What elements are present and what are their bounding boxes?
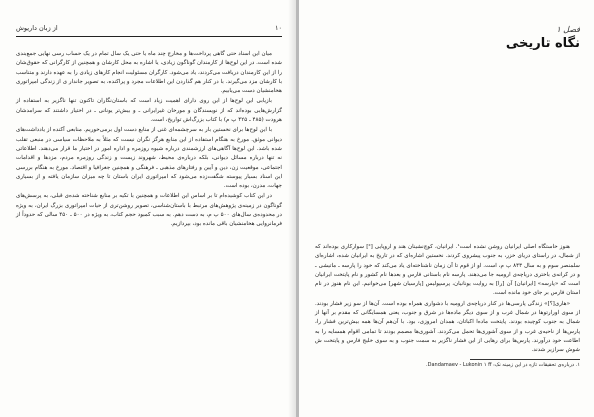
footnote-divider xyxy=(470,359,580,360)
left-body-text xyxy=(16,50,282,230)
footnote xyxy=(315,362,580,369)
paragraph: در این کتاب کوشیده‌ام تا بر اساس این اطلاعات و همچنین با تکیه بر منابع شناخته شده‌ی قبلی، به پرسش‌های گوناگون در زمینه‌ی پژوهش‌های مرتبط با باستان‌شناسی، تصویر روشن‌تری از حیات امپراتوری بزرگ ایران، به ویژه در محدوده‌ی سال‌های ۵۰۰ پ م، به دست دهم. به سبب کمبود حجم کتاب، به ویژه در ۵۰۰ ـ ۴۵۰ سالی که حدوداً از فرمانروایی هخامنشیان باقی مانده بود، بپردازیم. xyxy=(16,193,282,228)
page-number: ۱۰ xyxy=(275,24,282,32)
footnote-text: ۱. درباره‌ی تحقیقات تازه در این زمینه نک: xyxy=(493,361,580,368)
paragraph: بازیابی این لوح‌ها از این روی دارای اهمیت زیاد است که باستان‌نگاران تاکنون تنها ناگزیر به استفاده از گزارش‌هایی بوده‌اند که از نویسندگان و مورخان غیرایرانی ـ و بیش‌تر یونانی ـ در اختیار داشتند که سرامدشان هرودت (۴۸۵ ـ ۴۲۵ پ م) با کتاب بزرگ‌اش تواریخ، است. xyxy=(16,98,282,124)
paragraph: با این لوح‌ها برای نخستین بار به سرچشمه‌ای غنی از منابع دست اول برمی‌خوریم. منابعی آکنده از یادداشت‌های دیوانی موثق. مورخ به هنگام استفاده از این منابع هرگز نگران نیست که مثلاً به ملاحظات سیاسی در منبعی تقلب شده باشد. این لوح‌ها آگاهی‌های ارزشمندی درباره شیوه روزمره و اداره امور در اختیار ما قرار می‌دهند. اطلاعاتی نه تنها درباره مسائل دیوانی، بلکه درباره‌ی محیط، شهروند زیست و زندگی روزمره مردم، مزدها و اقدامات اجتماعی، موقعیت زن، دین و آیین و رفتارهای مذهبی ـ فرهنگی و همچنین جغرافیا و اقتصاد. مورخ به هنگام بررسی این اسناد بسیار پیوسته شگفت‌زده می‌شود که امپراتوری ایران باستان تا چه میزان سازمان یافته و از بسیاری جهات، مدرن، بوده است. xyxy=(16,127,282,190)
left-page xyxy=(0,0,296,417)
paragraph: «هاری[؟]» زندگی پارسی‌ها در کنار دریاچه‌ی ارومیه با دشواری همراه بوده است. آن‌ها از سو زیر فشار بودند. از سوی اورارتوها در شمال غرب و از سوی دیگر ماده‌ها در شرق و جنوب، یعنی همسایگانی که مقدم بر آنها از شمال به جنوب کوچیده بودند. پایتخت ماده‌ا اکباتان، همدان امروزی، بود. با آن‌هم آن‌ها همه بیش‌ترین فشار را، پارس‌ها از ناحیه‌ی غرب و از سوی آشوری‌ها تحمل می‌کردند. آشوری‌ها مصمم بودند تا تمامی اقوام همسایه را به اطاعت خود درآورند. پارس‌ها برای رهایی از این فشار ناگزیر به سمت جنوب و به سوی خلیج فارس و پایتخت ش شوش سرازیر شدند. xyxy=(315,300,580,354)
right-body-text xyxy=(315,243,580,356)
chapter-title: نگاه تاریخی xyxy=(505,36,580,51)
running-header xyxy=(16,22,282,37)
running-header-title: از زبان داریوش xyxy=(16,24,58,32)
paragraph: هنوز خاستگاه اصلی ایرانیان روشن نشده است¹. ایرانیان، کوچ‌نشینان هند و اروپایی [²] سوارکاری بوده‌اند که از شمال، در راستای دریای خزر، به جنوب پیشروی کردند. نخستین اشاره‌ای که در تاریخ به ایرانیان شده، اشاره‌ای سلمنصر سوم و به سال ۸۴۳ پ م، است. او از قوم تا آن زمان ناشناخته‌ای یاد می‌کند که خود را پارسه ـ ماتیشی ـ و در کرانه‌ی باختری دریاچه‌ی ارومیه جا می‌دهند. پارسه نام باستانی فارس و بعدها نام کشور و نام پایتخت ایرانیان است که «پارسه» [ایرانیان] آن [را] به روایت یونانیان، پرسپولیس [پارسیان شهر] می‌خوانیم. این نام هنوز در نام استان فارس بر جای خود مانده است. xyxy=(315,244,580,297)
paragraph: میان این اسناد حتی گاهی پرداخت‌ها و مخارج چند ماه یا حتی یک سال تمام در یک حساب رسی نهایی جمع‌بندی شده است. در این لوح‌ها از کارمندان گوناگون زیادی، یا اشاره به محل کارشان و همچنین از کارگرانی که حقوق‌شان را از این کارمندان دریافت می‌کردند، یاد می‌شود. کارگران مسئولیت انجام کارهای زیادی را به عهده دارند و متناسب با کارشان مزد می‌گیرند. با در کنار هم گذاردن این اطلاعات مجرد و پراکنده، به تصویر جاندار ی از زندگی امپراتوری هخامنشیان دست می‌یابیم. xyxy=(16,51,282,95)
gutter-shadow xyxy=(288,0,296,417)
chapter-label: فصل ۱ xyxy=(556,25,580,34)
footnote-reference: Dandamaev - Lukonin ۱ ff. xyxy=(426,361,492,368)
right-page xyxy=(299,0,594,417)
